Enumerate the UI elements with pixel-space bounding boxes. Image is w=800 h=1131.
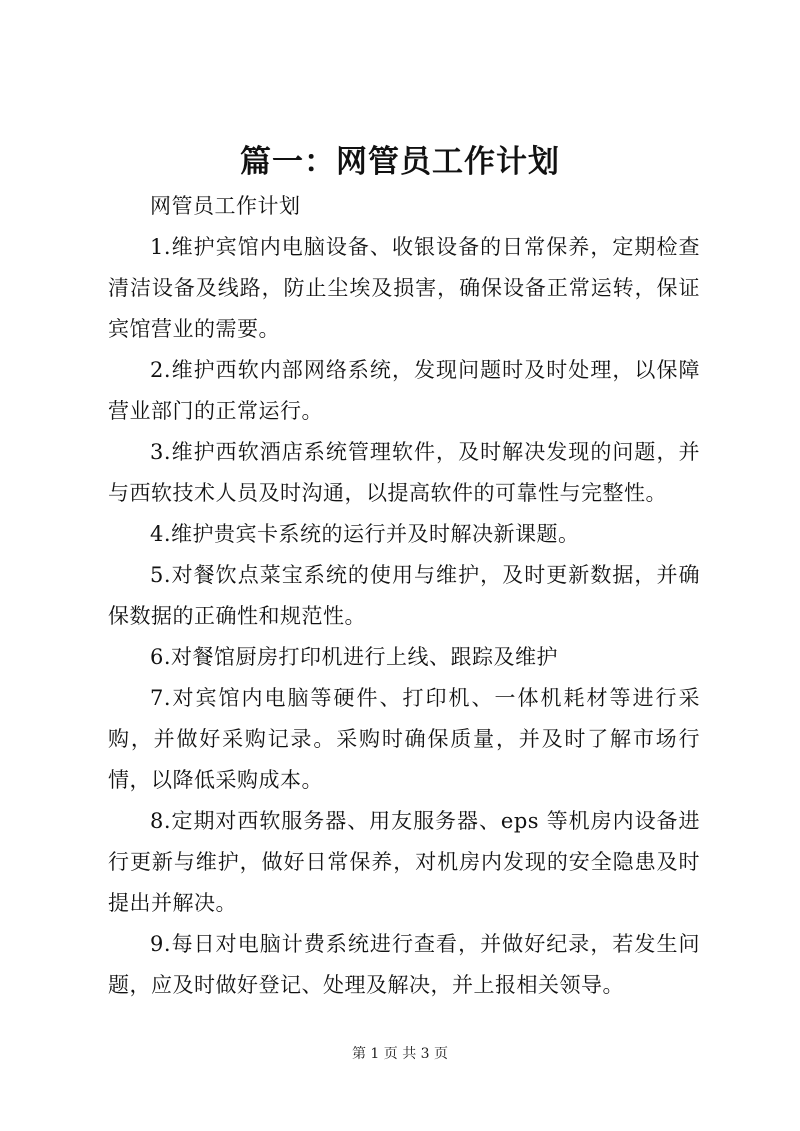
paragraph-item-6: 6.对餐馆厨房打印机进行上线、跟踪及维护 (150, 645, 559, 669)
document-body (108, 186, 700, 1006)
paragraph-item-8: 8.定期对西软服务器、用友服务器、eps 等机房内设备进行更新与维护，做好日常保养，对机房内发现的安全隐患及时提出并解决。 (108, 809, 700, 915)
page-title: 篇一：网管员工作计划 (240, 144, 560, 180)
paragraph-item-4: 4.维护贵宾卡系统的运行并及时解决新课题。 (150, 522, 580, 546)
paragraph-item-3: 3.维护西软酒店系统管理软件，及时解决发现的问题，并与西软技术人员及时沟通，以提高软件的可靠性与完整性。 (108, 440, 700, 505)
paragraph-item-9: 9.每日对电脑计费系统进行查看，并做好纪录，若发生问题，应及时做好登记、处理及解决，并上报相关领导。 (108, 932, 700, 997)
paragraph-item-7: 7.对宾馆内电脑等硬件、打印机、一体机耗材等进行采购，并做好采购记录。采购时确保质量，并及时了解市场行情，以降低采购成本。 (108, 686, 700, 792)
paragraph-item-1: 1.维护宾馆内电脑设备、收银设备的日常保养，定期检查清洁设备及线路，防止尘埃及损害，确保设备正常运转，保证宾馆营业的需要。 (108, 235, 700, 341)
paragraph-subtitle: 网管员工作计划 (150, 194, 301, 218)
paragraph-item-5: 5.对餐饮点菜宝系统的使用与维护，及时更新数据，并确保数据的正确性和规范性。 (108, 563, 700, 628)
page-number-footer: 第 1 页 共 3 页 (351, 1046, 449, 1062)
paragraph-item-2: 2.维护西软内部网络系统，发现问题时及时处理，以保障营业部门的正常运行。 (108, 358, 700, 423)
